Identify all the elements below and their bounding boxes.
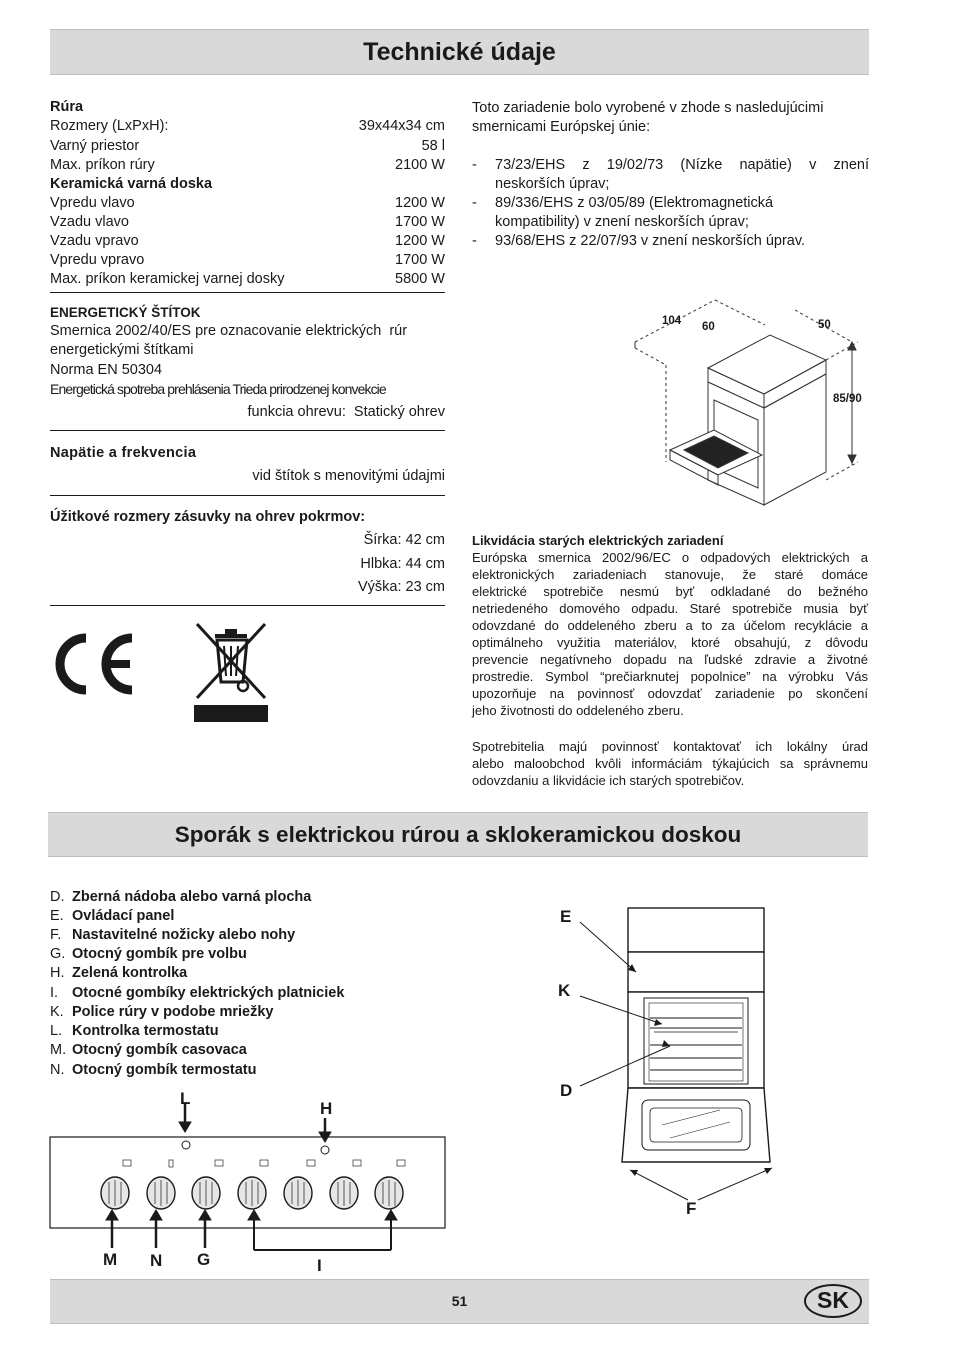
voltage-heading: Napätie a frekvencia bbox=[50, 445, 197, 461]
list-item: L. Kontrolka termostatu bbox=[50, 1023, 219, 1039]
dim-50: 50 bbox=[818, 319, 831, 331]
directive-item: kompatibility) v znení neskorších úprav; bbox=[495, 214, 749, 230]
section-title: Sporák s elektrickou rúrou a sklokeramickou doskou bbox=[174, 822, 742, 847]
directives-intro: Toto zariadenie bolo vyrobené v zhode s nasledujúcimi bbox=[472, 100, 824, 116]
voltage-value: vid štítok s menovitými údajmi bbox=[252, 468, 445, 484]
directive-bullet: - bbox=[472, 195, 477, 211]
list-item: N. Otocný gombík termostatu bbox=[50, 1062, 257, 1078]
label-L: L bbox=[180, 1090, 191, 1108]
drawer-depth: Hlbka: 44 cm bbox=[360, 556, 445, 572]
directive-bullet: - bbox=[472, 233, 477, 249]
label-G: G bbox=[197, 1250, 211, 1269]
spec-row: Vzadu vlavo 1700 W bbox=[50, 214, 445, 230]
list-item: M. Otocný gombík casovaca bbox=[50, 1042, 247, 1058]
directive-item: 89/336/EHS z 03/05/89 (Elektromagnetická bbox=[495, 195, 774, 211]
directive-item: 93/68/EHS z 22/07/93 v znení neskorších úprav. bbox=[495, 233, 806, 249]
label-H: H bbox=[320, 1099, 333, 1118]
spec-row: Rozmery (LxPxH): 39x44x34 cm bbox=[50, 118, 445, 134]
energy-line: Norma EN 50304 bbox=[50, 362, 163, 378]
energy-line: funkcia ohrevu: Statický ohrev bbox=[247, 404, 445, 420]
divider bbox=[50, 495, 445, 496]
dim-60: 60 bbox=[702, 321, 715, 333]
cooker-dimensions-diagram bbox=[630, 290, 870, 510]
spec-row: Vpredu vlavo 1200 W bbox=[50, 195, 445, 211]
list-item: E. Ovládací panel bbox=[50, 908, 175, 924]
directive-bullet: - bbox=[472, 157, 477, 173]
drawer-height: Výška: 23 cm bbox=[357, 579, 445, 595]
label-F: F bbox=[686, 1199, 697, 1218]
energy-heading: ENERGETICKÝ ŠTÍTOK bbox=[50, 305, 201, 320]
label-I: I bbox=[317, 1256, 322, 1275]
dim-85-90: 85/90 bbox=[833, 393, 862, 405]
disposal-paragraph: Európska smernica 2002/96/EC o odpadových elektrických a elektronických zariadeniach stanovuje, že staré domáce elektrické spotrebiče nesmú byť odkladané do bežného netriedeného domového odpadu. Staré spotrebiče musia byť odovzdané do oddeleného zberu a to za účelom recyklácie a optimálneho využitia materiálov, ktoré obsahujú, z dôvodu prevencie negatívneho dopadu na ľudské zdravie a životné prostredie. Symbol “prečiarknutej popolnice” na výrobku Vás upozorňuje na povinnosť odovzdať zariadenie po skončení jeho životnosti do oddeleného zberu. bbox=[472, 550, 868, 718]
hob-heading: Keramická varná doska bbox=[50, 176, 213, 192]
spec-row: Max. príkon keramickej varnej dosky 5800 W bbox=[50, 271, 445, 287]
page-title: Technické údaje bbox=[363, 38, 556, 66]
label-K: K bbox=[558, 981, 571, 1000]
language-badge bbox=[804, 1284, 862, 1318]
control-panel-diagram bbox=[45, 1090, 450, 1280]
spec-row: Max. príkon rúry 2100 W bbox=[50, 157, 445, 173]
label-M: M bbox=[103, 1250, 118, 1269]
directive-item: 73/23/EHS z 19/02/73 (Nízke napätie) v znení bbox=[495, 157, 869, 173]
list-item: D. Zberná nádoba alebo varná plocha bbox=[50, 889, 312, 905]
directives-intro: smernicami Európskej únie: bbox=[472, 119, 651, 135]
divider bbox=[50, 292, 445, 293]
cooker-front-diagram bbox=[550, 900, 780, 1220]
page-number: 51 bbox=[451, 1293, 468, 1309]
divider bbox=[50, 605, 445, 606]
section-header-cooker bbox=[48, 812, 868, 857]
oven-heading: Rúra bbox=[50, 99, 84, 115]
language-code: SK bbox=[817, 1287, 849, 1313]
list-item: H. Zelená kontrolka bbox=[50, 965, 188, 981]
list-item: F. Nastavitelné nožicky alebo nohy bbox=[50, 927, 296, 943]
spec-row: Vpredu vpravo 1700 W bbox=[50, 252, 445, 268]
section-header-technical bbox=[50, 29, 869, 75]
energy-line: energetickými štítkami bbox=[50, 342, 194, 358]
directive-item: neskorších úprav; bbox=[495, 176, 610, 192]
footer bbox=[50, 1279, 869, 1324]
energy-line: Energetická spotreba prehlásenia Trieda prirodzenej konvekcie bbox=[50, 381, 386, 397]
spec-row: Varný priestor 58 l bbox=[50, 138, 445, 154]
disposal-heading: Likvidácia starých elektrických zariadení bbox=[472, 533, 724, 548]
list-item: I. Otocné gombíky elektrických platniciek bbox=[50, 985, 345, 1001]
dim-104: 104 bbox=[662, 315, 682, 327]
disposal-paragraph: Spotrebitelia majú povinnosť kontaktovať ich lokálny úrad alebo maloobchod kvôli informáciám týkajúcich sa správnemu odovzdaniu a likvidácie ich starých spotrebičov. bbox=[472, 739, 868, 788]
drawer-heading: Úžitkové rozmery zásuvky na ohrev pokrmov: bbox=[50, 509, 366, 525]
crossed-bin-icon bbox=[193, 620, 269, 724]
energy-line: Smernica 2002/40/ES pre oznacovanie elektrických rúr bbox=[50, 323, 408, 339]
list-item: G. Otocný gombík pre volbu bbox=[50, 946, 247, 962]
spec-row: Vzadu vpravo 1200 W bbox=[50, 233, 445, 249]
label-D: D bbox=[560, 1081, 573, 1100]
drawer-width: Šírka: 42 cm bbox=[363, 532, 445, 548]
list-item: K. Police rúry v podobe mriežky bbox=[50, 1004, 274, 1020]
label-N: N bbox=[150, 1251, 163, 1270]
label-E: E bbox=[560, 907, 572, 926]
divider bbox=[50, 430, 445, 431]
ce-mark-icon bbox=[48, 630, 138, 698]
